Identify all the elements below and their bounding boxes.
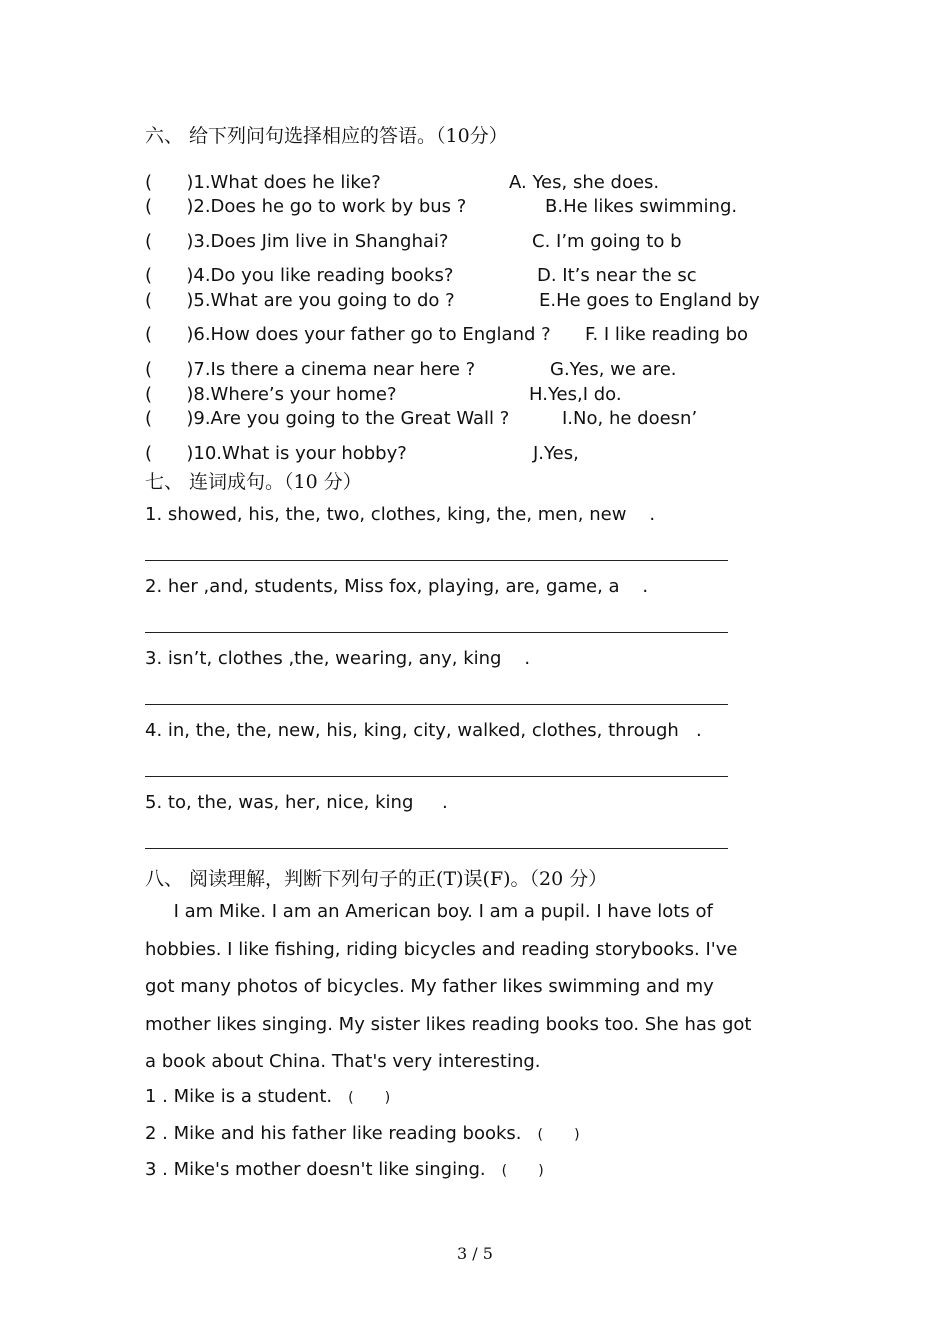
passage-line-5: a book about China. That's very interesting.: [145, 1051, 541, 1072]
section-6-title: 六、 给下列问句选择相应的答语。（10分）: [145, 125, 508, 147]
answer-line-4[interactable]: [145, 776, 728, 777]
matching-answer-b: B.He likes swimming.: [545, 196, 738, 217]
passage-line-3: got many photos of bicycles. My father likes swimming and my: [145, 976, 714, 997]
matching-question-5: ( )5.What are you going to do ?: [145, 290, 455, 311]
judgement-question-1: [145, 1086, 390, 1107]
word-order-item-5: 5. to, the, was, her, nice, king .: [145, 792, 448, 813]
judgement-question-2: [145, 1123, 580, 1144]
matching-question-7: ( )7.Is there a cinema near here ?: [145, 359, 476, 380]
matching-answer-a: A. Yes, she does.: [509, 172, 660, 193]
matching-question-8: ( )8.Where’s your home?: [145, 384, 397, 405]
matching-answer-h: H.Yes,I do.: [529, 384, 622, 405]
judgement-question-1-text: 1 . Mike is a student.: [145, 1086, 333, 1107]
matching-question-10: ( )10.What is your hobby?: [145, 443, 407, 464]
word-order-item-2: 2. her ,and, students, Miss fox, playing, are, game, a .: [145, 576, 649, 597]
matching-answer-f: F. I like reading bo: [585, 324, 749, 345]
matching-question-9: ( )9.Are you going to the Great Wall ?: [145, 408, 510, 429]
page-number: 3 / 5: [457, 1244, 493, 1263]
matching-question-1: ( )1.What does he like?: [145, 172, 381, 193]
answer-line-2[interactable]: [145, 632, 728, 633]
judgement-question-3: [145, 1159, 544, 1180]
matching-answer-g: G.Yes, we are.: [550, 359, 677, 380]
passage-line-4: mother likes singing. My sister likes reading books too. She has got: [145, 1013, 752, 1035]
answer-line-3[interactable]: [145, 704, 728, 705]
word-order-item-1: 1. showed, his, the, two, clothes, king, the, men, new .: [145, 504, 656, 525]
reading-passage: [145, 893, 805, 1081]
passage-line-2: hobbies. I like fishing, riding bicycles and reading storybooks. I've: [145, 938, 738, 960]
matching-answer-d: D. It’s near the sc: [537, 265, 697, 286]
section-8-title: 八、 阅读理解，判断下列句子的正(T)误(F)。（20 分）: [145, 868, 608, 890]
judgement-answer-blank-3[interactable]: ( ): [501, 1163, 544, 1179]
answer-line-5[interactable]: [145, 848, 728, 849]
matching-answer-c: C. I’m going to b: [532, 231, 682, 252]
section-7-title: 七、 连词成句。（10 分）: [145, 471, 362, 493]
judgement-answer-blank-2[interactable]: ( ): [537, 1127, 580, 1143]
matching-answer-j: J.Yes,: [533, 443, 579, 464]
matching-question-2: ( )2.Does he go to work by bus ?: [145, 196, 467, 217]
matching-question-4: ( )4.Do you like reading books?: [145, 265, 454, 286]
judgement-answer-blank-1[interactable]: ( ): [348, 1090, 391, 1106]
matching-question-3: ( )3.Does Jim live in Shanghai?: [145, 231, 449, 252]
matching-question-6: ( )6.How does your father go to England ?: [145, 324, 551, 345]
passage-line-1: I am Mike. I am an American boy. I am a pupil. I have lots of: [145, 901, 713, 922]
matching-answer-i: I.No, he doesn’: [562, 408, 698, 429]
word-order-item-3: 3. isn’t, clothes ,the, wearing, any, king .: [145, 648, 531, 669]
judgement-question-2-text: 2 . Mike and his father like reading books.: [145, 1123, 522, 1144]
judgement-question-3-text: 3 . Mike's mother doesn't like singing.: [145, 1159, 486, 1180]
matching-answer-e: E.He goes to England by: [539, 290, 760, 311]
answer-line-1[interactable]: [145, 560, 728, 561]
word-order-item-4: 4. in, the, the, new, his, king, city, walked, clothes, through .: [145, 720, 702, 741]
